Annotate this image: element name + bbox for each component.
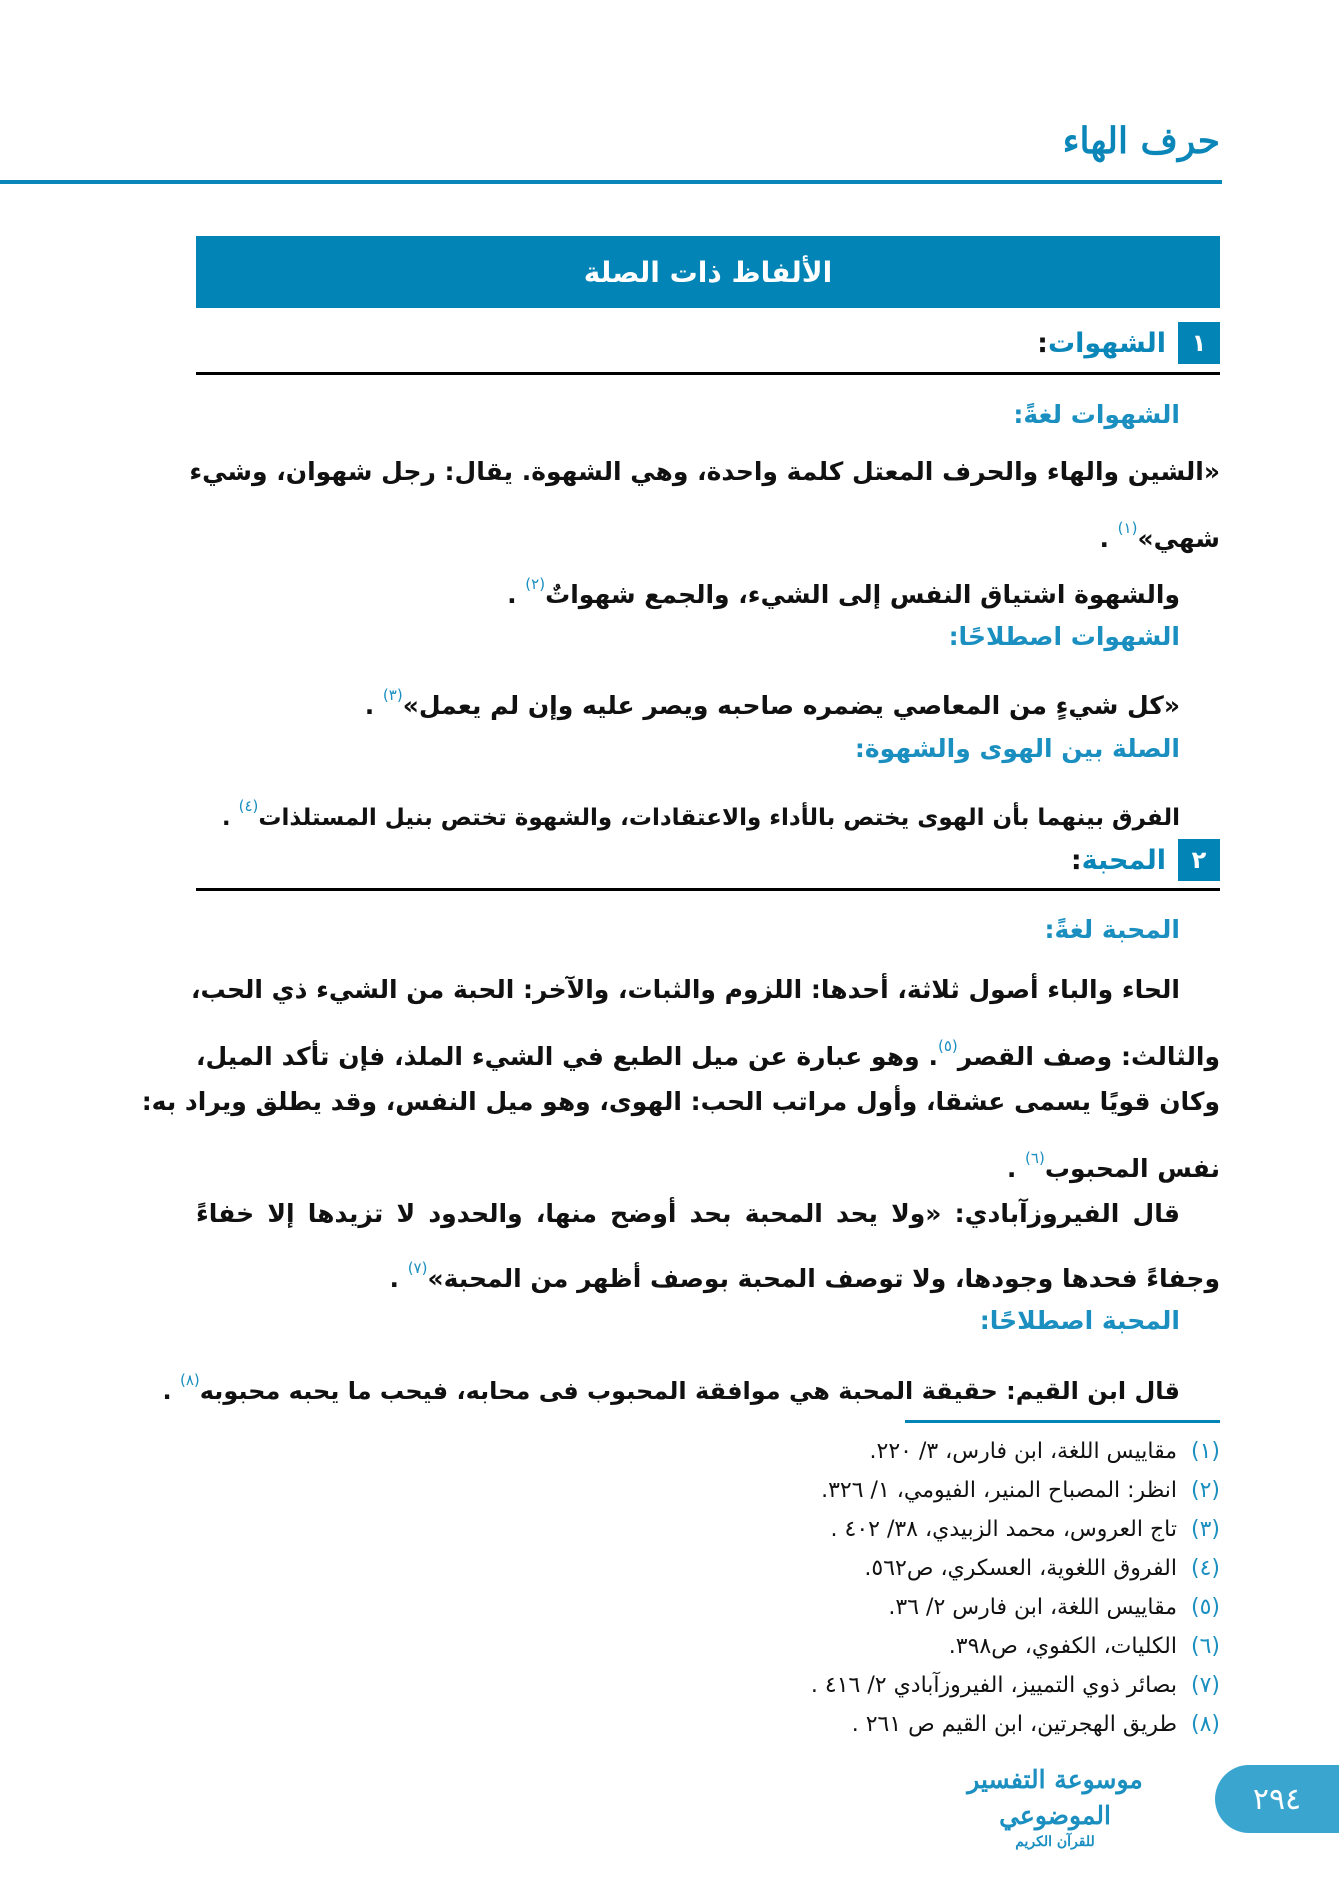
- text: . وهو عبارة عن ميل الطبع في الشيء الملذ، فإن تأكد الميل،: [196, 1042, 938, 1071]
- subheading: الشهوات لغةً:: [1013, 400, 1180, 429]
- footnote-number: (٨): [1190, 1712, 1220, 1737]
- text: الفرق بينهما بأن الهوى يختص بالأداء والاعتقادات، والشهوة تختص بنيل المستلذات: [258, 805, 1180, 831]
- section-number: ٢: [1178, 839, 1220, 881]
- footnote-text: مقاييس اللغة، ابن فارس، ٣/ ٢٢٠.: [869, 1439, 1177, 1464]
- text: وجفاءً فحدها وجودها، ولا توصف المحبة بوصف أظهر من المحبة»: [427, 1264, 1220, 1293]
- text-line: وكان قويًا يسمى عشقا، وأول مراتب الحب: الهوى، وهو ميل النفس، وقد يطلق ويراد به:: [141, 1087, 1220, 1116]
- text: قال ابن القيم: حقيقة المحبة هي موافقة المحبوب فى محابه، فيحب ما يحبه محبوبه: [199, 1377, 1180, 1405]
- text-line: قال الفيروزآبادي: «ولا يحد المحبة بحد أوضح منها، والحدود لا تزيدها إلا خفاءً: [196, 1199, 1180, 1228]
- footnote-number: (٥): [1190, 1595, 1220, 1620]
- footnote-separator: [905, 1420, 1220, 1423]
- text-line: [364, 675, 1180, 720]
- text-line: [1006, 1138, 1220, 1183]
- footnote: [821, 1474, 1220, 1508]
- section-heading-mahabba: [1071, 838, 1220, 882]
- footnote-text: طريق الهجرتين، ابن القيم ص ٢٦١ .: [851, 1712, 1177, 1737]
- text: .: [389, 1264, 408, 1293]
- text-line: [389, 1248, 1220, 1293]
- section-rule: [196, 372, 1220, 375]
- footnote: [888, 1591, 1220, 1625]
- footnote-ref[interactable]: (٧): [407, 1259, 428, 1277]
- footnote: [870, 1435, 1221, 1469]
- footnote-text: الفروق اللغوية، العسكري، ص٥٦٢.: [864, 1556, 1177, 1581]
- subheading: المحبة لغةً:: [1044, 915, 1180, 944]
- colon: :: [1037, 327, 1048, 359]
- text-line: [162, 1360, 1180, 1405]
- footnote-number: (٦): [1190, 1634, 1220, 1659]
- footnote-ref[interactable]: (٥): [937, 1037, 958, 1055]
- text: .: [1006, 1154, 1026, 1183]
- encyclopedia-logo: [925, 1762, 1185, 1850]
- footnote: [831, 1513, 1221, 1547]
- header-rule: [0, 180, 1222, 184]
- text: .: [162, 1377, 180, 1405]
- subheading: المحبة اصطلاحًا:: [979, 1306, 1180, 1335]
- footnote-number: (٣): [1190, 1517, 1220, 1542]
- subheading: الشهوات اصطلاحًا:: [948, 622, 1180, 651]
- footnote: [811, 1669, 1220, 1703]
- text: والثالث: وصف القصر: [957, 1042, 1220, 1071]
- page-number: ٢٩٤: [1215, 1765, 1339, 1833]
- text: والشهوة اشتياق النفس إلى الشيء، والجمع شهواتٌ: [545, 580, 1180, 609]
- footnote: [852, 1708, 1220, 1742]
- section-title: المحبة: [1081, 844, 1166, 876]
- logo-line: للقرآن الكريم: [1015, 1834, 1095, 1850]
- footnote-text: انظر: المصباح المنير، الفيومي، ١/ ٣٢٦.: [821, 1478, 1177, 1503]
- chapter-title: حرف الهاء: [1062, 120, 1220, 162]
- text-line: «الشين والهاء والحرف المعتل كلمة واحدة، وهي الشهوة. يقال: رجل شهوان، وشيء: [189, 457, 1220, 486]
- footnote: [949, 1630, 1220, 1664]
- text: «كل شيءٍ من المعاصي يضمره صاحبه ويصر عليه وإن لم يعمل»: [402, 691, 1180, 720]
- text-line: [221, 786, 1180, 831]
- text: .: [221, 805, 239, 831]
- footnote-text: الكليات، الكفوي، ص٣٩٨.: [948, 1634, 1177, 1659]
- footnote-ref[interactable]: (١): [1117, 519, 1138, 537]
- footnote-ref[interactable]: (٨): [179, 1371, 200, 1389]
- footnote-text: مقاييس اللغة، ابن فارس ٢/ ٣٦.: [888, 1595, 1177, 1620]
- text-line: [1099, 508, 1220, 553]
- footnote-ref[interactable]: (٣): [382, 686, 403, 704]
- text-line: الحاء والباء أصول ثلاثة، أحدها: اللزوم والثبات، والآخر: الحبة من الشيء ذي الحب،: [191, 975, 1180, 1004]
- footnote-ref[interactable]: (٦): [1025, 1149, 1045, 1167]
- footnote: [864, 1552, 1220, 1586]
- text-line: [507, 564, 1180, 609]
- section-title: الشهوات: [1047, 327, 1166, 359]
- text-line: [196, 1026, 1220, 1071]
- section-rule: [196, 888, 1220, 891]
- footnote-number: (٧): [1190, 1673, 1220, 1698]
- text: .: [507, 580, 526, 609]
- footnote-ref[interactable]: (٤): [238, 797, 259, 815]
- footnote-number: (٢): [1190, 1478, 1220, 1503]
- text: .: [1099, 524, 1118, 553]
- footnote-text: بصائر ذوي التمييز، الفيروزآبادي ٢/ ٤١٦ .: [810, 1673, 1177, 1698]
- section-number: ١: [1178, 322, 1220, 364]
- footnote-number: (١): [1190, 1439, 1220, 1464]
- footnote-number: (٤): [1190, 1556, 1220, 1581]
- text: .: [364, 691, 383, 720]
- colon: :: [1070, 844, 1082, 876]
- section-heading-shahawat: [1037, 321, 1220, 365]
- subheading: الصلة بين الهوى والشهوة:: [854, 734, 1180, 763]
- footnote-ref[interactable]: (٢): [525, 575, 546, 593]
- text: شهي»: [1137, 524, 1220, 553]
- logo-line: موسوعة التفسير الموضوعي: [967, 1765, 1143, 1830]
- section-banner: الألفاظ ذات الصلة: [196, 236, 1220, 308]
- text: نفس المحبوب: [1044, 1154, 1220, 1183]
- footnote-text: تاج العروس، محمد الزبيدي، ٣٨/ ٤٠٢ .: [830, 1517, 1177, 1542]
